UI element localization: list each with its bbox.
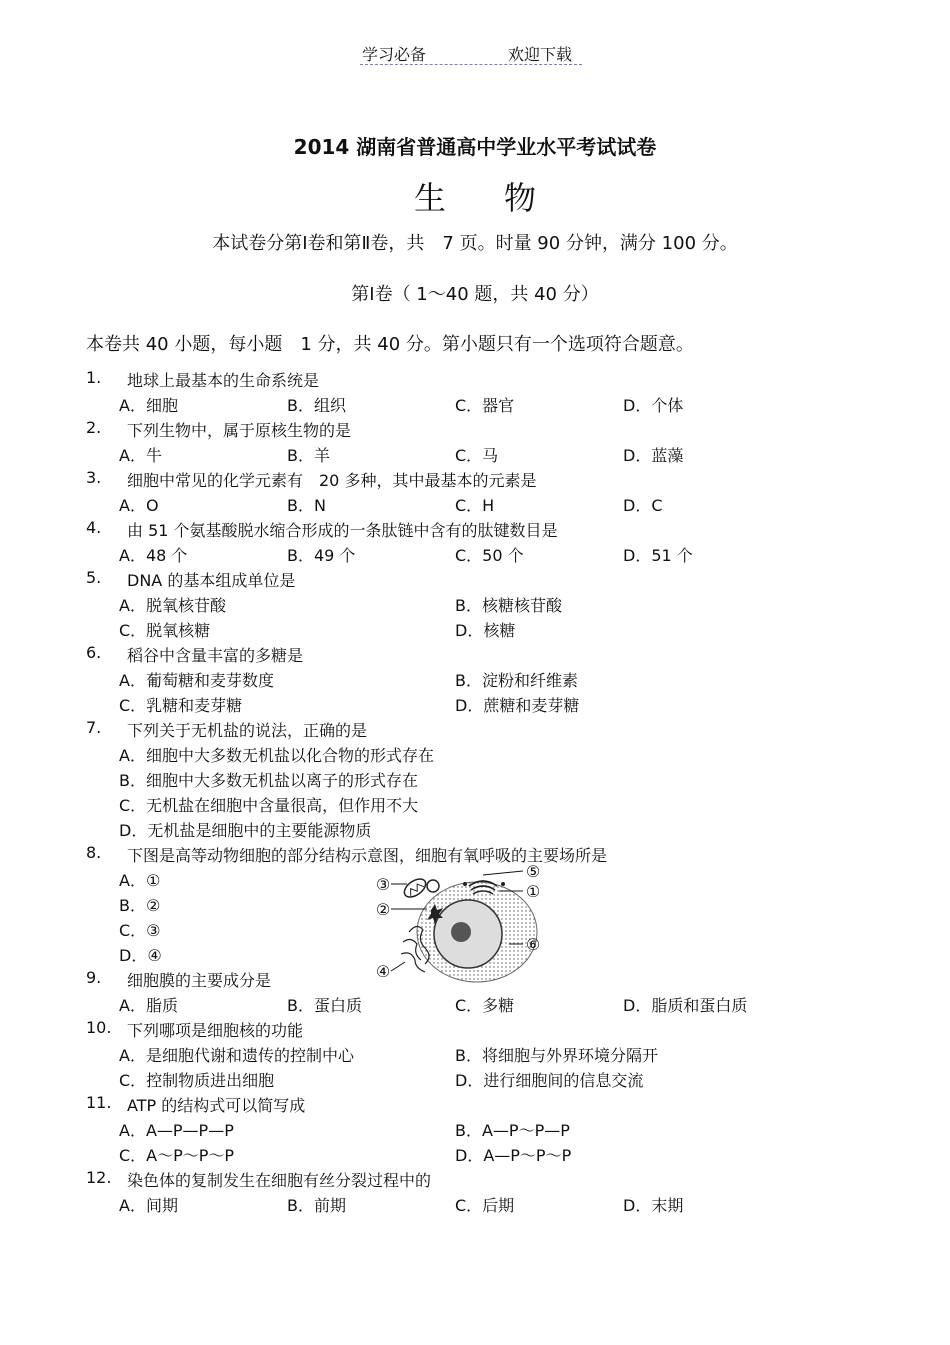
answer-option: B．细胞中大多数无机盐以离子的形式存在 (119, 771, 418, 790)
question-number: 4. (86, 518, 102, 537)
question-text: DNA 的基本组成单位是 (127, 571, 296, 590)
question-text: 下列关于无机盐的说法，正确的是 (127, 721, 368, 740)
label-4: ④ (375, 962, 391, 981)
answer-option: B．淀粉和纤维素 (455, 671, 578, 690)
label-6: ⑥ (525, 935, 541, 954)
question-text: 下列哪项是细胞核的功能 (127, 1021, 304, 1040)
answer-option: A．牛 (119, 446, 162, 465)
answer-option: D．蔗糖和麦芽糖 (455, 696, 580, 715)
subject-char-1: 生 (413, 179, 446, 217)
question-text: 染色体的复制发生在细胞有丝分裂过程中的 (127, 1171, 432, 1190)
exam-info: 本试卷分第Ⅰ卷和第Ⅱ卷，共 7 页。时量 90 分钟，满分 100 分。 (212, 233, 738, 254)
answer-option: A．是细胞代谢和遗传的控制中心 (119, 1046, 354, 1065)
subject-title (0, 173, 950, 219)
question-text: 下图是高等动物细胞的部分结构示意图，细胞有氧呼吸的主要场所是 (127, 846, 608, 865)
answer-option: C．马 (455, 446, 499, 465)
answer-option: B．蛋白质 (287, 996, 362, 1015)
question-number: 11. (86, 1093, 112, 1112)
header-underline (360, 64, 582, 65)
question-text: 下列生物中，属于原核生物的是 (127, 421, 352, 440)
answer-option: C．A～P～P～P (119, 1146, 235, 1165)
question-number: 10. (86, 1018, 112, 1037)
label-2: ② (375, 900, 391, 919)
header-right-text: 欢迎下载 (508, 45, 573, 64)
header-left-text: 学习必备 (362, 45, 427, 64)
question-number: 7. (86, 718, 102, 737)
answer-option: A．脂质 (119, 996, 178, 1015)
answer-option: C．器官 (455, 396, 515, 415)
answer-option: D．核糖 (455, 621, 516, 640)
question-text: 细胞膜的主要成分是 (127, 971, 272, 990)
answer-option: B．A—P～P—P (455, 1121, 570, 1140)
answer-option: A．O (119, 496, 159, 515)
question-text: 细胞中常见的化学元素有 20 多种，其中最基本的元素是 (127, 471, 537, 490)
question-text: 稻谷中含量丰富的多糖是 (127, 646, 304, 665)
answer-option: D．A—P～P～P (455, 1146, 572, 1165)
answer-option: B．核糖核苷酸 (455, 596, 562, 615)
answer-option: C．③ (119, 921, 161, 940)
answer-option: A．A—P—P—P (119, 1121, 234, 1140)
answer-option: A．细胞中大多数无机盐以化合物的形式存在 (119, 746, 434, 765)
answer-option: B．前期 (287, 1196, 346, 1215)
answer-option: A．48 个 (119, 546, 188, 565)
answer-option: D．无机盐是细胞中的主要能源物质 (119, 821, 372, 840)
section-heading: 第Ⅰ卷（ 1～40 题，共 40 分） (351, 284, 599, 305)
answer-option: B．49 个 (287, 546, 356, 565)
answer-option: D．脂质和蛋白质 (623, 996, 748, 1015)
answer-option: A．葡萄糖和麦芽数度 (119, 671, 274, 690)
answer-option: C．50 个 (455, 546, 524, 565)
answer-option: D．51 个 (623, 546, 693, 565)
answer-option: C．H (455, 496, 495, 515)
answer-option: A．细胞 (119, 396, 178, 415)
question-number: 12. (86, 1168, 112, 1187)
subject-char-2: 物 (504, 179, 537, 217)
question-number: 9. (86, 968, 102, 987)
mitochondrion (401, 875, 429, 900)
answer-option: B．② (119, 896, 161, 915)
answer-option: D．C (623, 496, 663, 515)
answer-option: B．羊 (287, 446, 330, 465)
label-3: ③ (375, 875, 391, 894)
answer-option: C．后期 (455, 1196, 515, 1215)
answer-option: B．N (287, 496, 326, 515)
question-number: 2. (86, 418, 102, 437)
answer-option: B．将细胞与外界环境分隔开 (455, 1046, 658, 1065)
answer-option: D．蓝藻 (623, 446, 684, 465)
answer-option: A．间期 (119, 1196, 178, 1215)
organelle-ring (427, 880, 439, 892)
question-number: 8. (86, 843, 102, 862)
answer-option: B．组织 (287, 396, 346, 415)
question-text: 由 51 个氨基酸脱水缩合形成的一条肽链中含有的肽键数目是 (127, 521, 558, 540)
question-number: 6. (86, 643, 102, 662)
answer-option: C．控制物质进出细胞 (119, 1071, 275, 1090)
answer-option: C．无机盐在细胞中含量很高，但作用不大 (119, 796, 419, 815)
question-number: 3. (86, 468, 102, 487)
animal-cell-diagram (373, 862, 545, 984)
answer-option: D．④ (119, 946, 162, 965)
question-number: 5. (86, 568, 102, 587)
answer-option: D．个体 (623, 396, 684, 415)
question-text: 地球上最基本的生命系统是 (127, 371, 320, 390)
answer-option: A．① (119, 871, 161, 890)
label-1: ① (525, 882, 541, 901)
answer-option: A．脱氧核苷酸 (119, 596, 226, 615)
answer-option: C．乳糖和麦芽糖 (119, 696, 243, 715)
label-5: ⑤ (525, 862, 541, 881)
instructions: 本卷共 40 小题，每小题 1 分，共 40 分。第小题只有一个选项符合题意。 (86, 334, 694, 355)
question-text: ATP 的结构式可以简写成 (127, 1096, 306, 1115)
question-number: 1. (86, 368, 102, 387)
answer-option: D．末期 (623, 1196, 684, 1215)
answer-option: C．多糖 (455, 996, 515, 1015)
exam-title: 2014 湖南省普通高中学业水平考试试卷 (293, 135, 657, 159)
answer-option: D．进行细胞间的信息交流 (455, 1071, 644, 1090)
answer-option: C．脱氧核糖 (119, 621, 211, 640)
